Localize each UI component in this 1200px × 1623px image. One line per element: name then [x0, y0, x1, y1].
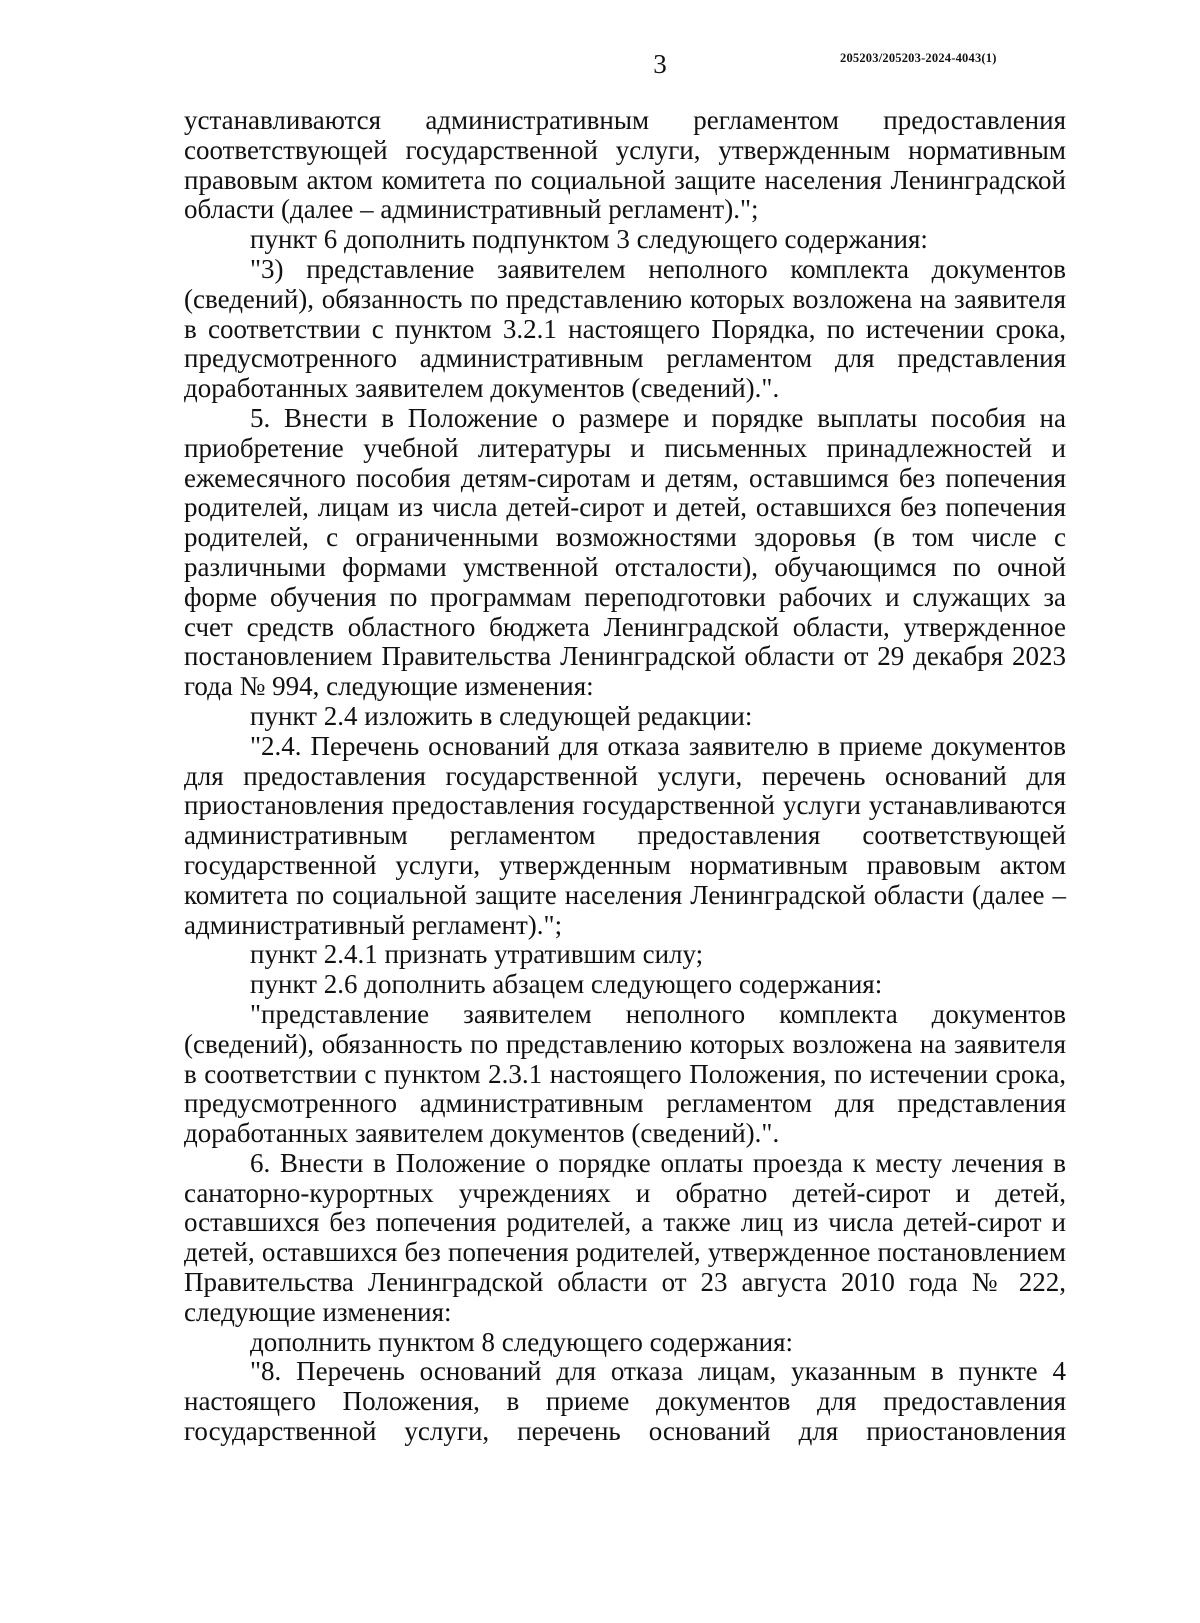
paragraph: пункт 6 дополнить подпунктом 3 следующего содержания: — [250, 224, 928, 255]
paragraph: "представление заявителем неполного комплекта документов (сведений), обязанность по представлению которых возложена на заявителя в соответствии с пунктом 2.3.1 настоящего Положения, по истечении срока, предусмотренного административным регламентом для представления доработанных заявителем документов (сведений).". — [184, 998, 1066, 1149]
paragraph: пункт 2.6 дополнить абзацем следующего содержания: — [250, 969, 883, 1000]
paragraph: 5. Внести в Положение о размере и порядке выплаты пособия на приобретение учебной литературы и письменных принадлежностей и ежемесячного пособия детям-сиротам и детям, оставшимся без попечения родителей, лицам из числа детей-сирот и детей, оставшихся без попечения родителей, с ограниченными возможностями здоровья (в том числе с различными формами умственной отсталости), обучающимся по очной форме обучения по программам переподготовки рабочих и служащих за счет средств областного бюджета Ленинградской области, утвержденное постановлением Правительства Ленинградской области от 29 декабря 2023 года № 994, следующие изменения: — [184, 402, 1066, 702]
paragraph: 6. Внести в Положение о порядке оплаты проезда к месту лечения в санаторно-курортных учреждениях и обратно детей-сирот и детей, оставшихся без попечения родителей, а также лиц из числа детей-сирот и детей, оставшихся без попечения родителей, утвержденное постановлением Правительства Ленинградской области от 23 августа 2010 года № 222, следующие изменения: — [184, 1147, 1066, 1327]
paragraph: "3) представление заявителем неполного комплекта документов (сведений), обязанность по представлению которых возложена на заявителя в соответствии с пунктом 3.2.1 настоящего Порядка, по истечении срока, предусмотренного административным регламентом для представления доработанных заявителем документов (сведений).". — [184, 253, 1066, 404]
paragraph: "8. Перечень оснований для отказа лицам, указанным в пункте 4 настоящего Положения, в приеме документов для предоставления государственной услуги, перечень оснований для приостановления — [184, 1356, 1066, 1447]
document-body — [184, 106, 1066, 1447]
paragraph: пункт 2.4 изложить в следующей редакции: — [250, 700, 753, 731]
paragraph: дополнить пунктом 8 следующего содержания: — [250, 1326, 794, 1357]
paragraph: "2.4. Перечень оснований для отказа заявителю в приеме документов для предоставления государственной услуги, перечень оснований для приостановления предоставления государственной услуги устанавливаются административным регламентом предоставления соответствующей государственной услуги, утвержденным нормативным правовым актом комитета по социальной защите населения Ленинградской области (далее – административный регламент)."; — [184, 730, 1066, 940]
paragraph: устанавливаются административным регламентом предоставления соответствующей государственной услуги, утвержденным нормативным правовым актом комитета по социальной защите населения Ленинградской области (далее – административный регламент)."; — [184, 105, 1066, 225]
page-number: 3 — [653, 49, 667, 79]
paragraph: пункт 2.4.1 признать утратившим силу; — [250, 939, 704, 970]
document-code: 205203/205203-2024-4043(1) — [840, 51, 997, 65]
